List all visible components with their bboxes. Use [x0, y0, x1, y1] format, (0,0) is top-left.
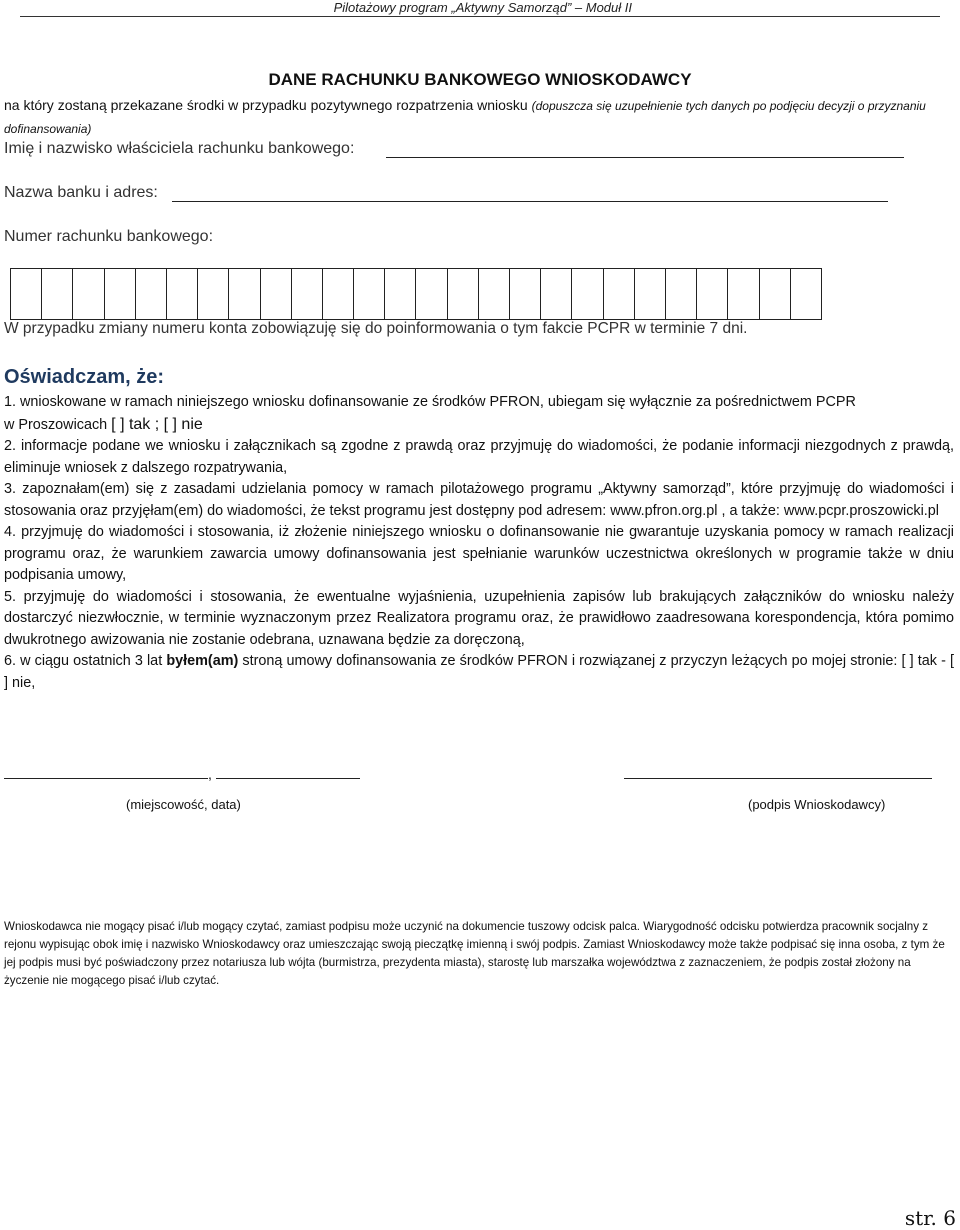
item-6-part-b[interactable]: stroną umowy dofinansowania ze środków PFRON i rozwiązanej z przyczyn leżących po mojej stronie: [ ] tak - [ ] nie,: [4, 653, 955, 691]
declaration-item-5: 5. przyjmuję do wiadomości i stosowania, że ewentualne wyjaśnienia, uzupełnienia zapisów lub brakujących załączników do wniosku należy dostarczyć niezwłocznie, w terminie wyznaczonym przez Realizatora programu oraz, że prawidłowo zaadresowana korespondencja, która pomimo dwukrotnego awizowania nie zostanie odebrana, uznawana będzie za doręczoną,: [4, 588, 954, 648]
date-field[interactable]: [216, 778, 360, 779]
account-digit-box[interactable]: [604, 269, 635, 319]
account-digit-box[interactable]: [136, 269, 167, 319]
place-field[interactable]: [4, 778, 208, 779]
declaration-item-6: [4, 651, 954, 694]
page-number: str. 6: [904, 1206, 956, 1230]
bank-label: Nazwa banku i adres:: [4, 184, 158, 201]
section-title: DANE RACHUNKU BANKOWEGO WNIOSKODAWCY: [268, 70, 692, 89]
account-digit-box[interactable]: [635, 269, 666, 319]
bank-field[interactable]: [172, 183, 888, 202]
signature-field[interactable]: [624, 778, 932, 779]
owner-field[interactable]: [386, 139, 904, 158]
declaration-item-2: 2. informacje podane we wniosku i załącznikach są zgodne z prawdą oraz przyjmuję do wiadomości, że podanie informacji niezgodnych z prawdą, eliminuje wniosek z dalszego rozpatrywania,: [4, 438, 954, 476]
account-digit-box[interactable]: [354, 269, 385, 319]
declaration-body: [4, 392, 954, 694]
account-digit-box[interactable]: [42, 269, 73, 319]
item-1-options[interactable]: [ ] tak ; [ ] nie: [111, 415, 203, 433]
account-digit-box[interactable]: [448, 269, 479, 319]
item-6-part-a: 6. w ciągu ostatnich 3 lat: [4, 653, 163, 669]
account-number-boxes[interactable]: [10, 268, 822, 320]
account-digit-box[interactable]: [697, 269, 728, 319]
account-digit-box[interactable]: [479, 269, 510, 319]
account-label: Numer rachunku bankowego:: [4, 228, 214, 245]
place-date-caption: (miejscowość, data): [126, 797, 241, 812]
account-digit-box[interactable]: [73, 269, 104, 319]
account-change-notice: W przypadku zmiany numeru konta zobowiązuję się do poinformowania o tym fakcie PCPR w terminie 7 dni.: [4, 320, 748, 337]
declaration-item-1-cont: w Proszowicach: [4, 416, 108, 433]
account-digit-box[interactable]: [666, 269, 697, 319]
declaration-item-4: 4. przyjmuję do wiadomości i stosowania, iż złożenie niniejszego wniosku o dofinansowanie nie gwarantuje uzyskania pomocy w ramach realizacji programu oraz, że warunkiem zawarcia umowy dofinansowania jest spełnianie warunków uczestnictwa określonych w programie także w dniu podpisania umowy,: [4, 524, 954, 583]
account-digit-box[interactable]: [198, 269, 229, 319]
subtitle-text: na który zostaną przekazane środki w przypadku pozytywnego rozpatrzenia wniosku: [4, 97, 528, 113]
header-rule: [20, 16, 940, 17]
account-digit-box[interactable]: [292, 269, 323, 319]
account-digit-box[interactable]: [229, 269, 260, 319]
account-digit-box[interactable]: [323, 269, 354, 319]
account-digit-box[interactable]: [510, 269, 541, 319]
declaration-heading: Oświadczam, że:: [4, 366, 165, 388]
running-title: Pilotażowy program „Aktywny Samorząd” – Moduł II: [333, 0, 632, 15]
declaration-item-1-text: 1. wnioskowane w ramach niniejszego wniosku dofinansowanie ze środków PFRON, ubiegam się wyłącznie za pośrednictwem PCPR: [4, 394, 856, 410]
account-digit-box[interactable]: [791, 269, 821, 319]
account-digit-box[interactable]: [760, 269, 791, 319]
section-subtitle: [4, 94, 954, 140]
account-digit-box[interactable]: [261, 269, 292, 319]
owner-label: Imię i nazwisko właściciela rachunku bankowego:: [4, 140, 355, 157]
account-digit-box[interactable]: [105, 269, 136, 319]
account-digit-box[interactable]: [11, 269, 42, 319]
account-digit-box[interactable]: [728, 269, 759, 319]
account-digit-box[interactable]: [541, 269, 572, 319]
subtitle-note: (dopuszcza się uzupełnienie tych danych po podjęciu decyzji o przyznaniu dofinansowania): [4, 99, 926, 136]
account-digit-box[interactable]: [167, 269, 198, 319]
account-digit-box[interactable]: [385, 269, 416, 319]
item-6-bold: byłem(am): [166, 653, 239, 669]
account-digit-box[interactable]: [416, 269, 447, 319]
signature-comma: ,: [208, 766, 212, 782]
declaration-item-1: [4, 392, 954, 436]
declaration-item-3: 3. zapoznałam(em) się z zasadami udzielania pomocy w ramach pilotażowego programu „Aktywny samorząd”, które przyjmuję do wiadomości i stosowania oraz przyjęłam(em) do wiadomości, że tekst programu jest dostępny pod adresem: www.pfron.org.pl , a także: www.pcpr.proszowicki.pl: [4, 481, 954, 519]
signature-caption: (podpis Wnioskodawcy): [748, 797, 886, 812]
account-digit-box[interactable]: [572, 269, 603, 319]
footer-note: Wnioskodawca nie mogący pisać i/lub mogący czytać, zamiast podpisu może uczynić na dokumencie tuszowy odcisk palca. Wiarygodność odcisku potwierdza pracownik socjalny z rejonu wypisując obok imię i nazwisko Wnioskodawcy oraz umieszczając swoją pieczątkę imienną i swój podpis. Zamiast Wnioskodawcy może także podpisać się inna osoba, z tym że jej podpis musi być poświadczony przez notariusza lub wójta (burmistrza, prezydenta miasta), starostę lub marszałka województwa z zaznaczeniem, że podpis został złożony na życzenie nie mogącego pisać i/lub czytać.: [4, 920, 945, 987]
